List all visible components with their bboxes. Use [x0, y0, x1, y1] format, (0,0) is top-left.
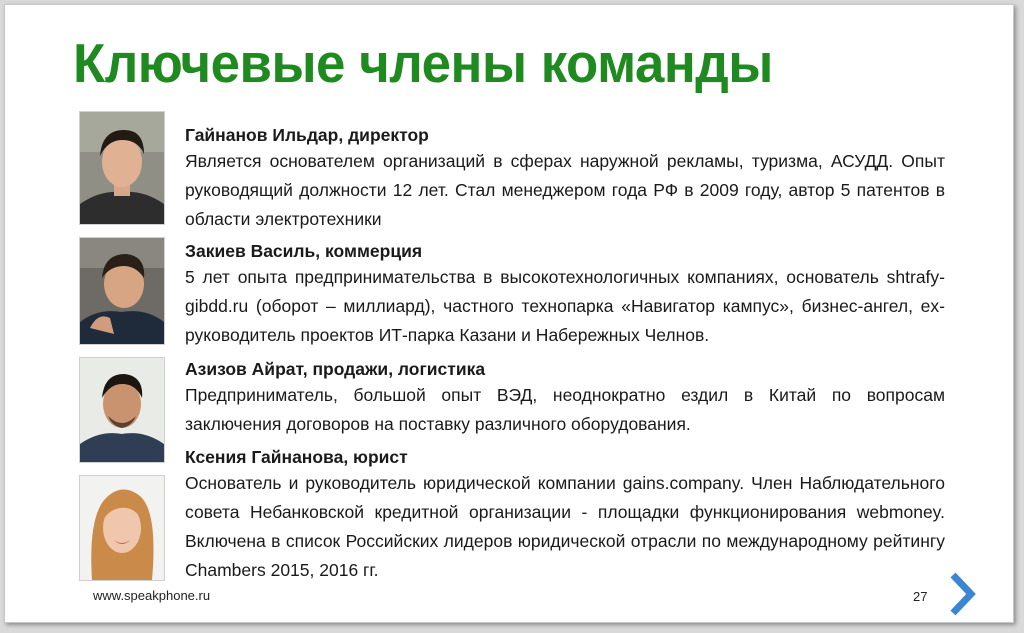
member-photo-1: [79, 111, 165, 225]
member-name: Ксения Гайнанова, юрист: [185, 447, 408, 467]
page-number: 27: [913, 589, 928, 604]
slide-title: Ключевые члены команды: [73, 32, 773, 94]
member-info-4: [185, 445, 945, 585]
portrait-icon: [80, 112, 164, 224]
member-description: Является основателем организаций в сферах наружной рекламы, туризма, АСУДД. Опыт руководящий должности 12 лет. Стал менеджером года РФ в 2009 году, автор 5 патентов в области электротехники: [185, 151, 945, 229]
member-info-2: [185, 239, 945, 350]
footer-website: www.speakphone.ru: [93, 588, 211, 603]
next-slide-button[interactable]: [945, 571, 981, 617]
presentation-slide: [4, 4, 1014, 623]
member-info-1: [185, 123, 945, 234]
chevron-right-icon: [945, 571, 981, 617]
member-description: Предприниматель, большой опыт ВЭД, неоднократно ездил в Китай по вопросам заключения договоров на поставку различного оборудования.: [185, 385, 945, 434]
member-photo-3: [79, 357, 165, 463]
portrait-icon: [80, 358, 164, 462]
member-name: Азизов Айрат, продажи, логистика: [185, 359, 486, 379]
member-info-3: [185, 357, 945, 439]
member-name: Закиев Василь, коммерция: [185, 241, 423, 261]
portrait-icon: [80, 476, 164, 580]
member-description: Основатель и руководитель юридической компании gains.company. Член Наблюдательного совета Небанковской кредитной организации - площадки функционирования webmoney. Включена в список Российских лидеров юридической отрасли по международному рейтингу Chambers 2015, 2016 гг.: [185, 473, 945, 580]
portrait-icon: [80, 238, 164, 344]
member-name: Гайнанов Ильдар, директор: [185, 125, 429, 145]
member-photo-4: [79, 475, 165, 581]
member-photo-2: [79, 237, 165, 345]
member-description: 5 лет опыта предпринимательства в высокотехнологичных компаниях, основатель shtrafy-gibdd.ru (оборот – миллиард), частного технопарка «Навигатор кампус», бизнес-ангел, ex-руководитель проектов ИТ-парка Казани и Набережных Челнов.: [185, 267, 945, 345]
